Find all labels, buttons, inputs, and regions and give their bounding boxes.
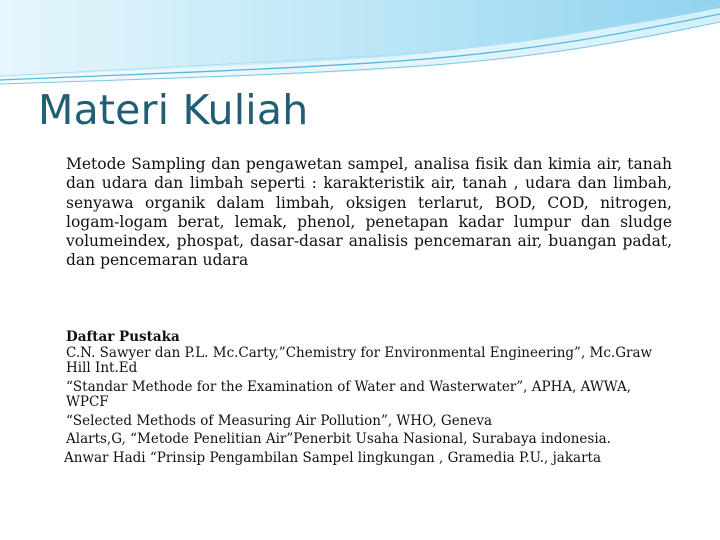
reference-item: “Selected Methods of Measuring Air Pollution”, WHO, Geneva — [66, 412, 493, 429]
reference-item: Alarts,G, “Metode Penelitian Air”Penerbit Usaha Nasional, Surabaya indonesia. — [66, 431, 611, 448]
reference-item: “Standar Methode for the Examination of Water and Wasterwater”, APHA, AWWA, WPCF — [66, 378, 632, 410]
reference-item: C.N. Sawyer dan P.L. Mc.Carty,”Chemistry for Environmental Engineering”, Mc.Graw Hill Int.Ed — [66, 345, 653, 377]
header-wave-decoration — [0, 0, 720, 90]
slide-title: Materi Kuliah — [38, 86, 309, 134]
reference-item: Anwar Hadi “Prinsip Pengambilan Sampel lingkungan , Gramedia P.U., jakarta — [64, 449, 602, 466]
references-section — [66, 328, 666, 469]
body-paragraph: Metode Sampling dan pengawetan sampel, analisa fisik dan kimia air, tanah dan udara dan limbah seperti : karakteristik air, tanah , udara dan limbah, senyawa organik dalam limbah, oksigen terlarut, BOD, COD, nitrogen, logam-logam berat, lemak, phenol, penetapan kadar lumpur dan sludge volumeindex, phospat, dasar-dasar analisis pencemaran air, buangan padat, dan pencemaran udara — [66, 155, 672, 270]
references-heading: Daftar Pustaka — [66, 329, 180, 345]
